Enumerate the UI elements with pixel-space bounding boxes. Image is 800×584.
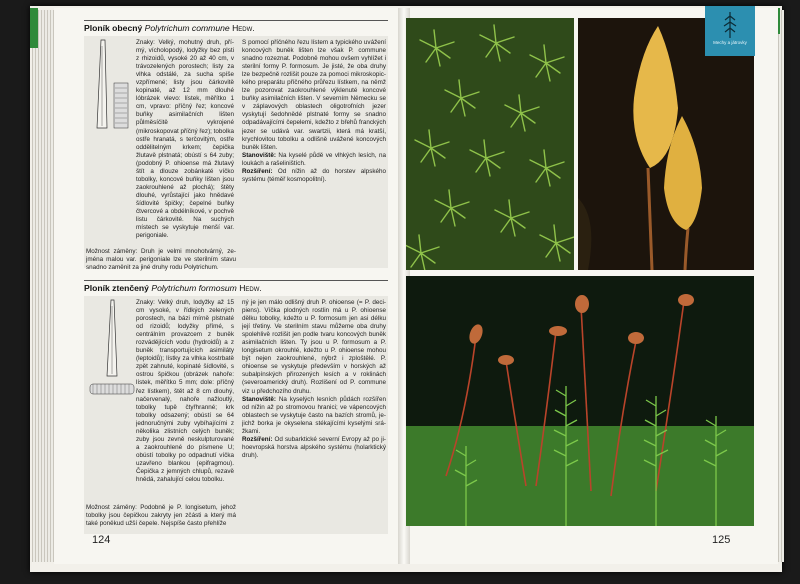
text-column-right — [242, 299, 386, 533]
leaf-illustration-icon — [87, 38, 137, 143]
common-name: Ploník ztenčený — [84, 283, 149, 293]
moss-sporophytes-photo — [406, 276, 754, 526]
habitat-text: Na kyselé půdě ve vlhkých lesích, na loukách a rašeliništích. — [242, 151, 386, 167]
moss-icon — [723, 12, 737, 38]
species-section-commune — [84, 20, 388, 272]
description-text: Znaky: Velký druh, lodyžky až 15 cm vysoké, v řídkých zelených porostech, na bázi mírně plstnaté od rizoidů; lodyžky přímé, s centrálním provazcem z buněk rozvádějících vodu (hydroidů) a z buněk transportujících asimiláty (leptoidů); lístky za vlhka kostrbatě zpět zahnuté, kopinaté šídlovité, s ostrou špičkou (obrázek nahoře: lístek, měřítko 5 mm; dole: příčný řez lístkem), štět až 8 cm dlouhý, načervenalý, nahoře nažloutlý, tobolky tupě čtyřhranné; krk tobolky odsazený; obústí se 64 jednoručnými zuby vybíhajícími z několika zlistních celých buněk; zuby jsou zevně neskulpturované a zaokrouhlené do písmene U; obústí tobolky po odpadnutí víčka uzavřeno blankou (epifragmou). Čepička z jemných chlupů, rezavě hnědá, zahalující celou tobolku. — [136, 299, 234, 484]
range-label: Rozšíření: — [242, 167, 273, 175]
chapter-tab-label: Mechy a játrovky — [713, 40, 747, 45]
description-text-cont: S pomocí příčného řezu lístem a typického uvážení koncových buněk lišten lze však P. commune snadno rozeznat. Podobně mohou ovšem vyhlížet i sterilní formy P. formosum. Je jisté, že oba druhy lze bezpečně rozlišit pouze za pomoci mikroskopického preparátu příčného průřezu lístkem, na němž lze pozorovat zaokrouhlené výklenuté koncové buňky asimilačních lišten. V severním Německu se v záplavových oblastech oligotrofních jezer vyskytují šedohnědé plstnaté formy se snadno odpadávajícími čepelemi, kdežto z břehů franckých jezer se udává var. swartzii, která má kratší, krychlovitou tobolku a odlišně uvážené koncových buněk lišten. — [242, 39, 386, 151]
description-text-cont: ný je jen málo odlišný druh P. ohioense (= P. decipiens). Víčka plodných rostlin má u P. ohioense dělku tobolky, kdežto u P. formosum jen asi délku její třetiny. Ve sterilním stavu můžeme oba druhy spolehlivě rozlišit jen podle tvaru koncových buněk asimilačních lišten. Ty jsou u P. formosum a P. longisetum okrouhlé, kdežto u P. ohioense mohou být nejen zaokrouhlené, nýbrž i zploštělé. P. ohioense se vyskytuje především v horských až subalpínských přirozených lesích a v roklinách (severoamerický druh). Rozlišení od P. commune viz u předchozího druhu. — [242, 299, 386, 395]
species-section-formosum — [84, 280, 388, 534]
confusion-note — [86, 504, 236, 528]
description-text: Znaky: Velký, mohutný druh, přímý, vícholopodý, lodyžky bez plsti z rhizoidů, vysoké 20 až 40 cm, v trávozelených porostech; listy za vlhka odstálé, za sucha spíše vzpřímené; listy jsou čárkovitě kopinaté, až 12 mm dlouhé lóbrázek vlevo: lístek, měřítko 1 cm, vpravo: příčný řez; koncové buňky asimilačních lišten půlměsíčitě vykrojené (mikroskopovat příčný řez); tobolka ostře hranatá, s terčovitým, ostře oddělitelným krkem; čepička žlutavě plstnatá; obústí s 64 zuby; (podobný P. ohioense má žlutavý štít a dlouze zobánkaté víčko tobolky, koncové buňky lišten jsou zaokrouhlené až plochá); štěty dlouhé, vyrůstající jako hnědavé šídlovité špičky; čepelné buňky čtvercové a obdélníkové, v pochvě listu čárkovité. Na suchých místech se vyskytuje menší var. perigoniale. — [136, 39, 234, 240]
confusion-note — [86, 248, 236, 272]
page-number-left: 124 — [92, 534, 111, 546]
text-column-left — [136, 299, 234, 527]
latin-name: Polytrichum formosum — [151, 283, 237, 293]
range-label: Rozšíření: — [242, 435, 273, 443]
confusion-text: Možnost záměny: Druh je velmi mnohotvárný, zejména malou var. perigoniale lze ve sterilním stavu snadno zaměnit za jiné druhy rodu Polytrichum. — [86, 248, 236, 272]
habitat-label: Stanoviště: — [242, 151, 276, 159]
species-text-box — [84, 36, 388, 272]
confusion-text: Možnost záměny: Podobně je P. longisetum, jehož tobolky jsou čepičkou zakryty jen zčásti a který má také poněkud užší čepele. Nejspíše často přehlíže — [86, 504, 236, 528]
habitat-label: Stanoviště: — [242, 395, 276, 403]
leaf-illustration-icon — [87, 298, 137, 403]
text-column-right — [242, 39, 386, 267]
moss-topview-photo — [406, 18, 574, 270]
page-number-right: 125 — [712, 534, 731, 546]
habitat-text: Na kyselých lesních půdách rozšířen od nížin až po stromovou hranici; ve vápencových oblastech se vyskytuje často na bazích stromů, jejichž borka je okyselena stékajícími kyselými srážkami. — [242, 395, 386, 435]
common-name: Ploník obecný — [84, 23, 143, 33]
range-text: Od subarktické severní Evropy až po jihoevropská horstva alpského systému (holarktický druh). — [242, 435, 386, 459]
species-text-box — [84, 296, 388, 534]
chapter-tab — [705, 6, 755, 56]
author: Hedw. — [232, 23, 255, 33]
text-column-left — [136, 39, 234, 247]
species-title — [84, 280, 388, 293]
latin-name: Polytrichum commune — [144, 23, 230, 33]
author: Hedw. — [239, 283, 262, 293]
page-stack-left — [32, 10, 54, 562]
range-text: Od nížin až do horstev alpského systému (téměř kosmopolitní). — [242, 167, 386, 183]
green-thumb-tab — [30, 8, 38, 48]
species-title — [84, 20, 388, 33]
